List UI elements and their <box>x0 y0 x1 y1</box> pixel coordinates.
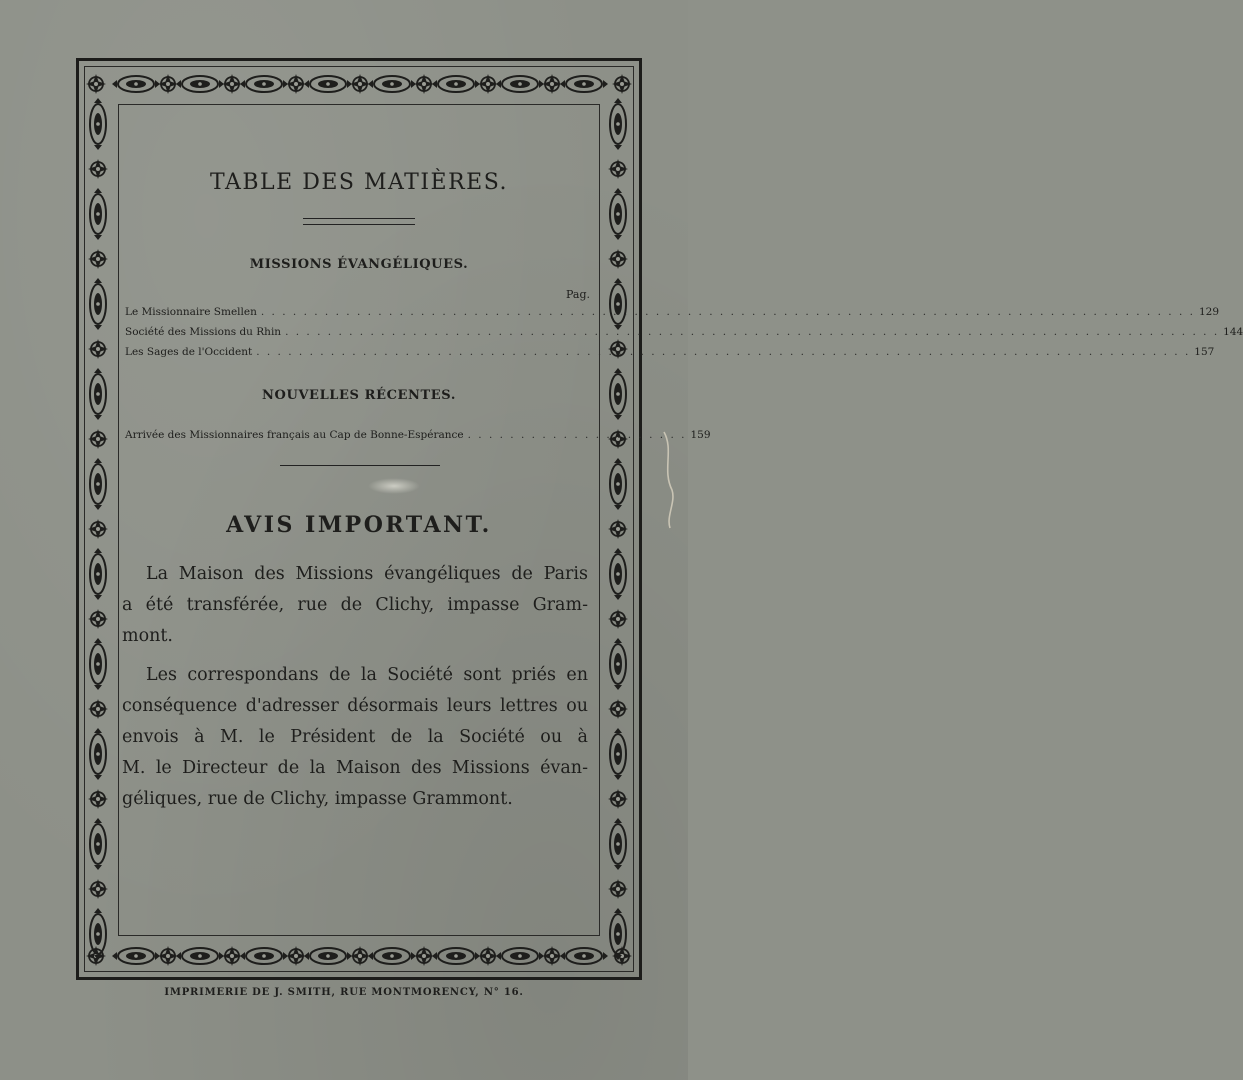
notice-paragraph-2 <box>122 660 588 815</box>
rosette-ornament <box>158 74 178 94</box>
oval-ornament <box>560 948 608 964</box>
rosette-ornament <box>222 946 242 966</box>
oval-ornament <box>112 76 160 92</box>
oval-ornament <box>90 368 106 420</box>
page-column-label: Pag. <box>565 288 590 301</box>
rosette-ornament <box>608 879 628 899</box>
toc-entry-label: Les Sages de l'Occident <box>125 346 253 358</box>
toc-title: TABLE DES MATIÈRES. <box>210 170 508 195</box>
oval-ornament <box>304 948 352 964</box>
rosette-ornament <box>478 74 498 94</box>
oval-ornament <box>90 98 106 150</box>
toc-entry-page: 159 <box>690 429 711 441</box>
rosette-ornament <box>542 946 562 966</box>
ornament-band-left <box>82 100 114 940</box>
oval-ornament <box>368 948 416 964</box>
oval-ornament <box>90 278 106 330</box>
notice-paragraph-1 <box>122 559 588 652</box>
paragraph-line: mont. <box>122 626 173 646</box>
oval-ornament <box>90 458 106 510</box>
oval-ornament <box>610 98 626 150</box>
rosette-ornament <box>88 249 108 269</box>
rosette-ornament <box>88 699 108 719</box>
rosette-ornament <box>88 159 108 179</box>
rosette-ornament <box>608 699 628 719</box>
oval-ornament <box>368 76 416 92</box>
oval-ornament <box>432 76 480 92</box>
paragraph-line: envois à M. le Président de la Société ou à <box>122 727 588 747</box>
rosette-ornament <box>612 74 632 94</box>
oval-ornament <box>496 948 544 964</box>
title-double-rule <box>303 218 415 225</box>
rosette-ornament <box>88 429 108 449</box>
oval-ornament <box>610 368 626 420</box>
oval-ornament <box>610 548 626 600</box>
rosette-ornament <box>88 519 108 539</box>
rosette-ornament <box>88 879 108 899</box>
leader-dots: . . . . . . . . . . . . . . . . . . . . . . . . . . . . . . . . . . . . . . . . . . . . . . . . . . . . . . . . . . . . . . . . . . . . . . . . . . . . . . . . . . . . . . . . <box>260 306 1195 318</box>
ornament-band-bottom <box>84 938 634 974</box>
toc-entry-page: 129 <box>1198 306 1220 318</box>
paragraph-line: La Maison des Missions évangéliques de Paris <box>146 564 588 584</box>
leader-dots: . . . . . . . . . . . . . . . . . . . . . . . . . . . . . . . . . . . . . . . . . . . . . . . . . . . . . . . . . . . . . . . . . . . . . . . . . . . . . . . . . . . . . . . . <box>285 326 1220 338</box>
oval-ornament <box>304 76 352 92</box>
rosette-ornament <box>608 249 628 269</box>
toc-entry-page: 157 <box>1194 346 1215 358</box>
paragraph-line: géliques, rue de Clichy, impasse Grammont. <box>122 789 513 809</box>
rosette-ornament <box>158 946 178 966</box>
rosette-ornament <box>88 789 108 809</box>
rosette-ornament <box>608 159 628 179</box>
paragraph-line: conséquence d'adresser désormais leurs lettres ou <box>122 696 588 716</box>
oval-ornament <box>610 458 626 510</box>
rosette-ornament <box>350 74 370 94</box>
toc-entry <box>125 306 1220 322</box>
toc-entry-page: 144 <box>1223 326 1243 338</box>
rosette-ornament <box>542 74 562 94</box>
oval-ornament <box>90 818 106 870</box>
oval-ornament <box>560 76 608 92</box>
oval-ornament <box>176 948 224 964</box>
section-divider-rule <box>280 465 440 466</box>
toc-entry <box>125 346 1215 362</box>
rosette-ornament <box>286 74 306 94</box>
oval-ornament <box>432 948 480 964</box>
ornament-band-top <box>84 66 634 102</box>
rosette-ornament <box>88 339 108 359</box>
section-title-news: NOUVELLES RÉCENTES. <box>262 388 456 403</box>
notice-title: AVIS IMPORTANT. <box>226 512 492 538</box>
rosette-ornament <box>88 609 108 629</box>
rosette-ornament <box>222 74 242 94</box>
rosette-ornament <box>478 946 498 966</box>
oval-ornament <box>112 948 160 964</box>
oval-ornament <box>240 76 288 92</box>
oval-ornament <box>610 818 626 870</box>
ornament-band-right <box>602 100 634 940</box>
rosette-ornament <box>608 609 628 629</box>
toc-entry <box>125 429 711 445</box>
oval-ornament <box>90 728 106 780</box>
oval-ornament <box>610 278 626 330</box>
rosette-ornament <box>414 946 434 966</box>
paragraph-line: Les correspondans de la Société sont priés en <box>146 665 588 685</box>
toc-entry-label: Le Missionnaire Smellen <box>125 306 257 318</box>
toc-entry <box>125 326 1243 342</box>
printer-imprint: IMPRIMERIE DE J. SMITH, RUE MONTMORENCY, N° 16. <box>164 987 524 998</box>
oval-ornament <box>176 76 224 92</box>
paragraph-line: a été transférée, rue de Clichy, impasse Gram- <box>122 595 588 615</box>
oval-ornament <box>610 188 626 240</box>
oval-ornament <box>90 638 106 690</box>
rosette-ornament <box>414 74 434 94</box>
rosette-ornament <box>608 519 628 539</box>
oval-ornament <box>90 548 106 600</box>
oval-ornament <box>610 638 626 690</box>
leader-dots: . . . . . . . . . . . . . . . . . . . . . . . . . . . . . . . . . . . . . . . . . . . . . . . . . . . . . . . . . . . . . . . . . . . . . . . . . . . . . . . . . . . . . . . . <box>256 346 1191 358</box>
oval-ornament <box>610 728 626 780</box>
toc-entry-label: Société des Missions du Rhin <box>125 326 282 338</box>
binding-thread <box>660 430 678 530</box>
oval-ornament <box>240 948 288 964</box>
leader-dots: . . . . . . . . . . . . . . . . . . . . . <box>467 429 687 441</box>
oval-ornament <box>496 76 544 92</box>
rosette-ornament <box>286 946 306 966</box>
section-title-missions: MISSIONS ÉVANGÉLIQUES. <box>249 257 469 272</box>
rosette-ornament <box>86 74 106 94</box>
toc-entry-label: Arrivée des Missionnaires français au Cap de Bonne-Espérance <box>125 429 464 441</box>
paragraph-line: M. le Directeur de la Maison des Missions évan- <box>122 758 588 778</box>
oval-ornament <box>90 188 106 240</box>
rosette-ornament <box>350 946 370 966</box>
paper-blemish <box>368 478 420 494</box>
rosette-ornament <box>608 789 628 809</box>
